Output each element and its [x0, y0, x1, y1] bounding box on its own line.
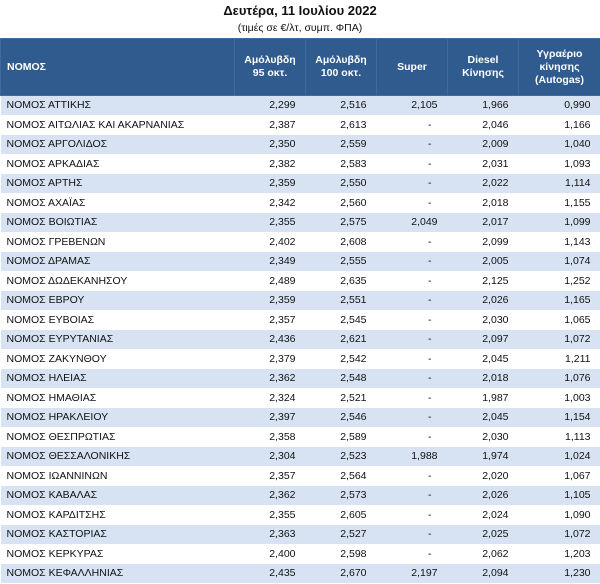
- cell-unleaded-95: 2,299: [235, 96, 306, 116]
- cell-autogas: 1,105: [519, 486, 600, 506]
- cell-diesel: 1,966: [448, 96, 519, 116]
- table-row: [1, 96, 600, 116]
- cell-prefecture: ΝΟΜΟΣ ΗΜΑΘΙΑΣ: [1, 388, 235, 408]
- cell-autogas: 0,990: [519, 96, 600, 116]
- cell-diesel: 2,030: [448, 310, 519, 330]
- cell-diesel: 2,030: [448, 427, 519, 447]
- cell-prefecture: ΝΟΜΟΣ ΘΕΣΣΑΛΟΝΙΚΗΣ: [1, 447, 235, 467]
- cell-super: -: [377, 310, 448, 330]
- cell-super: -: [377, 349, 448, 369]
- cell-diesel: 2,020: [448, 466, 519, 486]
- cell-prefecture: ΝΟΜΟΣ ΑΡΚΑΔΙΑΣ: [1, 154, 235, 174]
- cell-unleaded-100: 2,546: [306, 408, 377, 428]
- cell-autogas: 1,113: [519, 427, 600, 447]
- fuel-price-table: [0, 38, 600, 584]
- table-row: [1, 193, 600, 213]
- cell-diesel: 1,974: [448, 447, 519, 467]
- cell-autogas: 1,155: [519, 193, 600, 213]
- cell-prefecture: ΝΟΜΟΣ ΙΩΑΝΝΙΝΩΝ: [1, 466, 235, 486]
- cell-unleaded-95: 2,402: [235, 232, 306, 252]
- cell-autogas: 1,203: [519, 544, 600, 564]
- cell-unleaded-95: 2,436: [235, 330, 306, 350]
- cell-autogas: 1,040: [519, 135, 600, 155]
- cell-unleaded-95: 2,362: [235, 369, 306, 389]
- cell-unleaded-100: 2,635: [306, 271, 377, 291]
- cell-unleaded-100: 2,670: [306, 564, 377, 584]
- cell-unleaded-95: 2,359: [235, 174, 306, 194]
- cell-super: -: [377, 135, 448, 155]
- table-row: [1, 154, 600, 174]
- cell-unleaded-95: 2,359: [235, 291, 306, 311]
- table-row: [1, 525, 600, 545]
- cell-diesel: 2,125: [448, 271, 519, 291]
- cell-diesel: 2,026: [448, 486, 519, 506]
- cell-autogas: 1,211: [519, 349, 600, 369]
- cell-diesel: 2,024: [448, 505, 519, 525]
- cell-super: -: [377, 193, 448, 213]
- cell-unleaded-95: 2,355: [235, 505, 306, 525]
- cell-super: 2,197: [377, 564, 448, 584]
- cell-diesel: 2,018: [448, 193, 519, 213]
- cell-unleaded-95: 2,379: [235, 349, 306, 369]
- table-row: [1, 427, 600, 447]
- cell-super: -: [377, 525, 448, 545]
- column-header-autogas: Υγραέριο κίνησης (Autogas): [519, 39, 600, 96]
- cell-unleaded-100: 2,621: [306, 330, 377, 350]
- page-title: Δευτέρα, 11 Ιουλίου 2022: [0, 1, 600, 21]
- cell-super: -: [377, 271, 448, 291]
- cell-unleaded-100: 2,516: [306, 96, 377, 116]
- cell-super: -: [377, 408, 448, 428]
- cell-autogas: 1,090: [519, 505, 600, 525]
- cell-unleaded-100: 2,548: [306, 369, 377, 389]
- cell-autogas: 1,165: [519, 291, 600, 311]
- column-header-diesel: Diesel Κίνησης: [448, 39, 519, 96]
- cell-autogas: 1,230: [519, 564, 600, 584]
- cell-autogas: 1,072: [519, 330, 600, 350]
- cell-unleaded-100: 2,551: [306, 291, 377, 311]
- cell-diesel: 2,046: [448, 115, 519, 135]
- cell-diesel: 2,094: [448, 564, 519, 584]
- cell-unleaded-100: 2,559: [306, 135, 377, 155]
- cell-unleaded-95: 2,324: [235, 388, 306, 408]
- cell-unleaded-95: 2,362: [235, 486, 306, 506]
- cell-unleaded-100: 2,575: [306, 213, 377, 233]
- cell-super: -: [377, 544, 448, 564]
- cell-diesel: 2,045: [448, 408, 519, 428]
- cell-super: -: [377, 115, 448, 135]
- cell-unleaded-100: 2,550: [306, 174, 377, 194]
- cell-prefecture: ΝΟΜΟΣ ΗΛΕΙΑΣ: [1, 369, 235, 389]
- cell-unleaded-100: 2,527: [306, 525, 377, 545]
- cell-diesel: 2,017: [448, 213, 519, 233]
- table-row: [1, 330, 600, 350]
- column-header-unleaded-95: Αμόλυβδη 95 οκτ.: [235, 39, 306, 96]
- cell-super: -: [377, 252, 448, 272]
- cell-autogas: 1,166: [519, 115, 600, 135]
- table-row: [1, 369, 600, 389]
- cell-diesel: 2,026: [448, 291, 519, 311]
- cell-super: 1,988: [377, 447, 448, 467]
- cell-unleaded-95: 2,350: [235, 135, 306, 155]
- cell-prefecture: ΝΟΜΟΣ ΕΥΒΟΙΑΣ: [1, 310, 235, 330]
- cell-unleaded-100: 2,545: [306, 310, 377, 330]
- table-header-row: [1, 39, 600, 96]
- cell-autogas: 1,072: [519, 525, 600, 545]
- cell-super: -: [377, 505, 448, 525]
- table-row: [1, 135, 600, 155]
- cell-diesel: 2,009: [448, 135, 519, 155]
- table-row: [1, 388, 600, 408]
- cell-prefecture: ΝΟΜΟΣ ΖΑΚΥΝΘΟΥ: [1, 349, 235, 369]
- cell-unleaded-95: 2,387: [235, 115, 306, 135]
- cell-diesel: 2,062: [448, 544, 519, 564]
- table-row: [1, 252, 600, 272]
- cell-prefecture: ΝΟΜΟΣ ΑΧΑΪΑΣ: [1, 193, 235, 213]
- table-row: [1, 408, 600, 428]
- table-row: [1, 349, 600, 369]
- cell-prefecture: ΝΟΜΟΣ ΓΡΕΒΕΝΩΝ: [1, 232, 235, 252]
- cell-autogas: 1,065: [519, 310, 600, 330]
- cell-unleaded-95: 2,304: [235, 447, 306, 467]
- cell-unleaded-100: 2,605: [306, 505, 377, 525]
- cell-autogas: 1,099: [519, 213, 600, 233]
- cell-prefecture: ΝΟΜΟΣ ΑΡΓΟΛΙΔΟΣ: [1, 135, 235, 155]
- cell-autogas: 1,252: [519, 271, 600, 291]
- cell-diesel: 2,022: [448, 174, 519, 194]
- cell-unleaded-100: 2,598: [306, 544, 377, 564]
- cell-super: -: [377, 388, 448, 408]
- cell-prefecture: ΝΟΜΟΣ ΚΕΡΚΥΡΑΣ: [1, 544, 235, 564]
- table-row: [1, 115, 600, 135]
- cell-unleaded-100: 2,560: [306, 193, 377, 213]
- table-row: [1, 232, 600, 252]
- table-body: [1, 96, 600, 584]
- table-row: [1, 291, 600, 311]
- cell-diesel: 2,031: [448, 154, 519, 174]
- cell-prefecture: ΝΟΜΟΣ ΕΒΡΟΥ: [1, 291, 235, 311]
- cell-diesel: 2,025: [448, 525, 519, 545]
- cell-unleaded-100: 2,564: [306, 466, 377, 486]
- cell-autogas: 1,143: [519, 232, 600, 252]
- cell-super: 2,105: [377, 96, 448, 116]
- table-row: [1, 564, 600, 584]
- cell-super: -: [377, 330, 448, 350]
- cell-autogas: 1,074: [519, 252, 600, 272]
- cell-unleaded-100: 2,608: [306, 232, 377, 252]
- table-row: [1, 213, 600, 233]
- page-subtitle: (τιμές σε €/λτ, συμπ. ΦΠΑ): [0, 21, 600, 35]
- cell-prefecture: ΝΟΜΟΣ ΔΡΑΜΑΣ: [1, 252, 235, 272]
- cell-unleaded-95: 2,397: [235, 408, 306, 428]
- cell-prefecture: ΝΟΜΟΣ ΗΡΑΚΛΕΙΟΥ: [1, 408, 235, 428]
- cell-prefecture: ΝΟΜΟΣ ΑΤΤΙΚΗΣ: [1, 96, 235, 116]
- cell-super: -: [377, 369, 448, 389]
- cell-super: -: [377, 486, 448, 506]
- table-row: [1, 544, 600, 564]
- cell-unleaded-95: 2,355: [235, 213, 306, 233]
- cell-autogas: 1,076: [519, 369, 600, 389]
- cell-unleaded-100: 2,523: [306, 447, 377, 467]
- table-row: [1, 447, 600, 467]
- cell-prefecture: ΝΟΜΟΣ ΚΑΡΔΙΤΣΗΣ: [1, 505, 235, 525]
- cell-unleaded-95: 2,358: [235, 427, 306, 447]
- cell-diesel: 2,045: [448, 349, 519, 369]
- cell-unleaded-95: 2,357: [235, 310, 306, 330]
- cell-prefecture: ΝΟΜΟΣ ΕΥΡΥΤΑΝΙΑΣ: [1, 330, 235, 350]
- column-header-prefecture: ΝΟΜΟΣ: [1, 39, 235, 96]
- cell-prefecture: ΝΟΜΟΣ ΔΩΔΕΚΑΝΗΣΟΥ: [1, 271, 235, 291]
- cell-unleaded-95: 2,357: [235, 466, 306, 486]
- cell-super: -: [377, 174, 448, 194]
- cell-prefecture: ΝΟΜΟΣ ΚΕΦΑΛΛΗΝΙΑΣ: [1, 564, 235, 584]
- cell-super: -: [377, 232, 448, 252]
- cell-autogas: 1,067: [519, 466, 600, 486]
- table-row: [1, 486, 600, 506]
- cell-prefecture: ΝΟΜΟΣ ΘΕΣΠΡΩΤΙΑΣ: [1, 427, 235, 447]
- column-header-super: Super: [377, 39, 448, 96]
- cell-autogas: 1,114: [519, 174, 600, 194]
- cell-autogas: 1,093: [519, 154, 600, 174]
- cell-super: -: [377, 154, 448, 174]
- cell-diesel: 2,018: [448, 369, 519, 389]
- cell-unleaded-100: 2,542: [306, 349, 377, 369]
- cell-unleaded-100: 2,589: [306, 427, 377, 447]
- cell-unleaded-95: 2,489: [235, 271, 306, 291]
- cell-prefecture: ΝΟΜΟΣ ΚΑΣΤΟΡΙΑΣ: [1, 525, 235, 545]
- cell-prefecture: ΝΟΜΟΣ ΑΙΤΩΛΙΑΣ ΚΑΙ ΑΚΑΡΝΑΝΙΑΣ: [1, 115, 235, 135]
- cell-unleaded-95: 2,400: [235, 544, 306, 564]
- cell-diesel: 1,987: [448, 388, 519, 408]
- cell-prefecture: ΝΟΜΟΣ ΚΑΒΑΛΑΣ: [1, 486, 235, 506]
- cell-super: -: [377, 291, 448, 311]
- table-row: [1, 174, 600, 194]
- cell-unleaded-95: 2,382: [235, 154, 306, 174]
- cell-diesel: 2,099: [448, 232, 519, 252]
- table-row: [1, 271, 600, 291]
- cell-unleaded-100: 2,521: [306, 388, 377, 408]
- cell-unleaded-95: 2,363: [235, 525, 306, 545]
- cell-super: -: [377, 466, 448, 486]
- cell-autogas: 1,154: [519, 408, 600, 428]
- cell-super: -: [377, 427, 448, 447]
- cell-autogas: 1,003: [519, 388, 600, 408]
- cell-diesel: 2,005: [448, 252, 519, 272]
- cell-unleaded-100: 2,555: [306, 252, 377, 272]
- cell-unleaded-100: 2,613: [306, 115, 377, 135]
- cell-unleaded-100: 2,573: [306, 486, 377, 506]
- cell-unleaded-100: 2,583: [306, 154, 377, 174]
- table-row: [1, 310, 600, 330]
- column-header-unleaded-100: Αμόλυβδη 100 οκτ.: [306, 39, 377, 96]
- table-row: [1, 505, 600, 525]
- table-row: [1, 466, 600, 486]
- cell-unleaded-95: 2,349: [235, 252, 306, 272]
- cell-unleaded-95: 2,435: [235, 564, 306, 584]
- cell-autogas: 1,024: [519, 447, 600, 467]
- cell-diesel: 2,097: [448, 330, 519, 350]
- cell-super: 2,049: [377, 213, 448, 233]
- cell-prefecture: ΝΟΜΟΣ ΒΟΙΩΤΙΑΣ: [1, 213, 235, 233]
- cell-unleaded-95: 2,342: [235, 193, 306, 213]
- cell-prefecture: ΝΟΜΟΣ ΑΡΤΗΣ: [1, 174, 235, 194]
